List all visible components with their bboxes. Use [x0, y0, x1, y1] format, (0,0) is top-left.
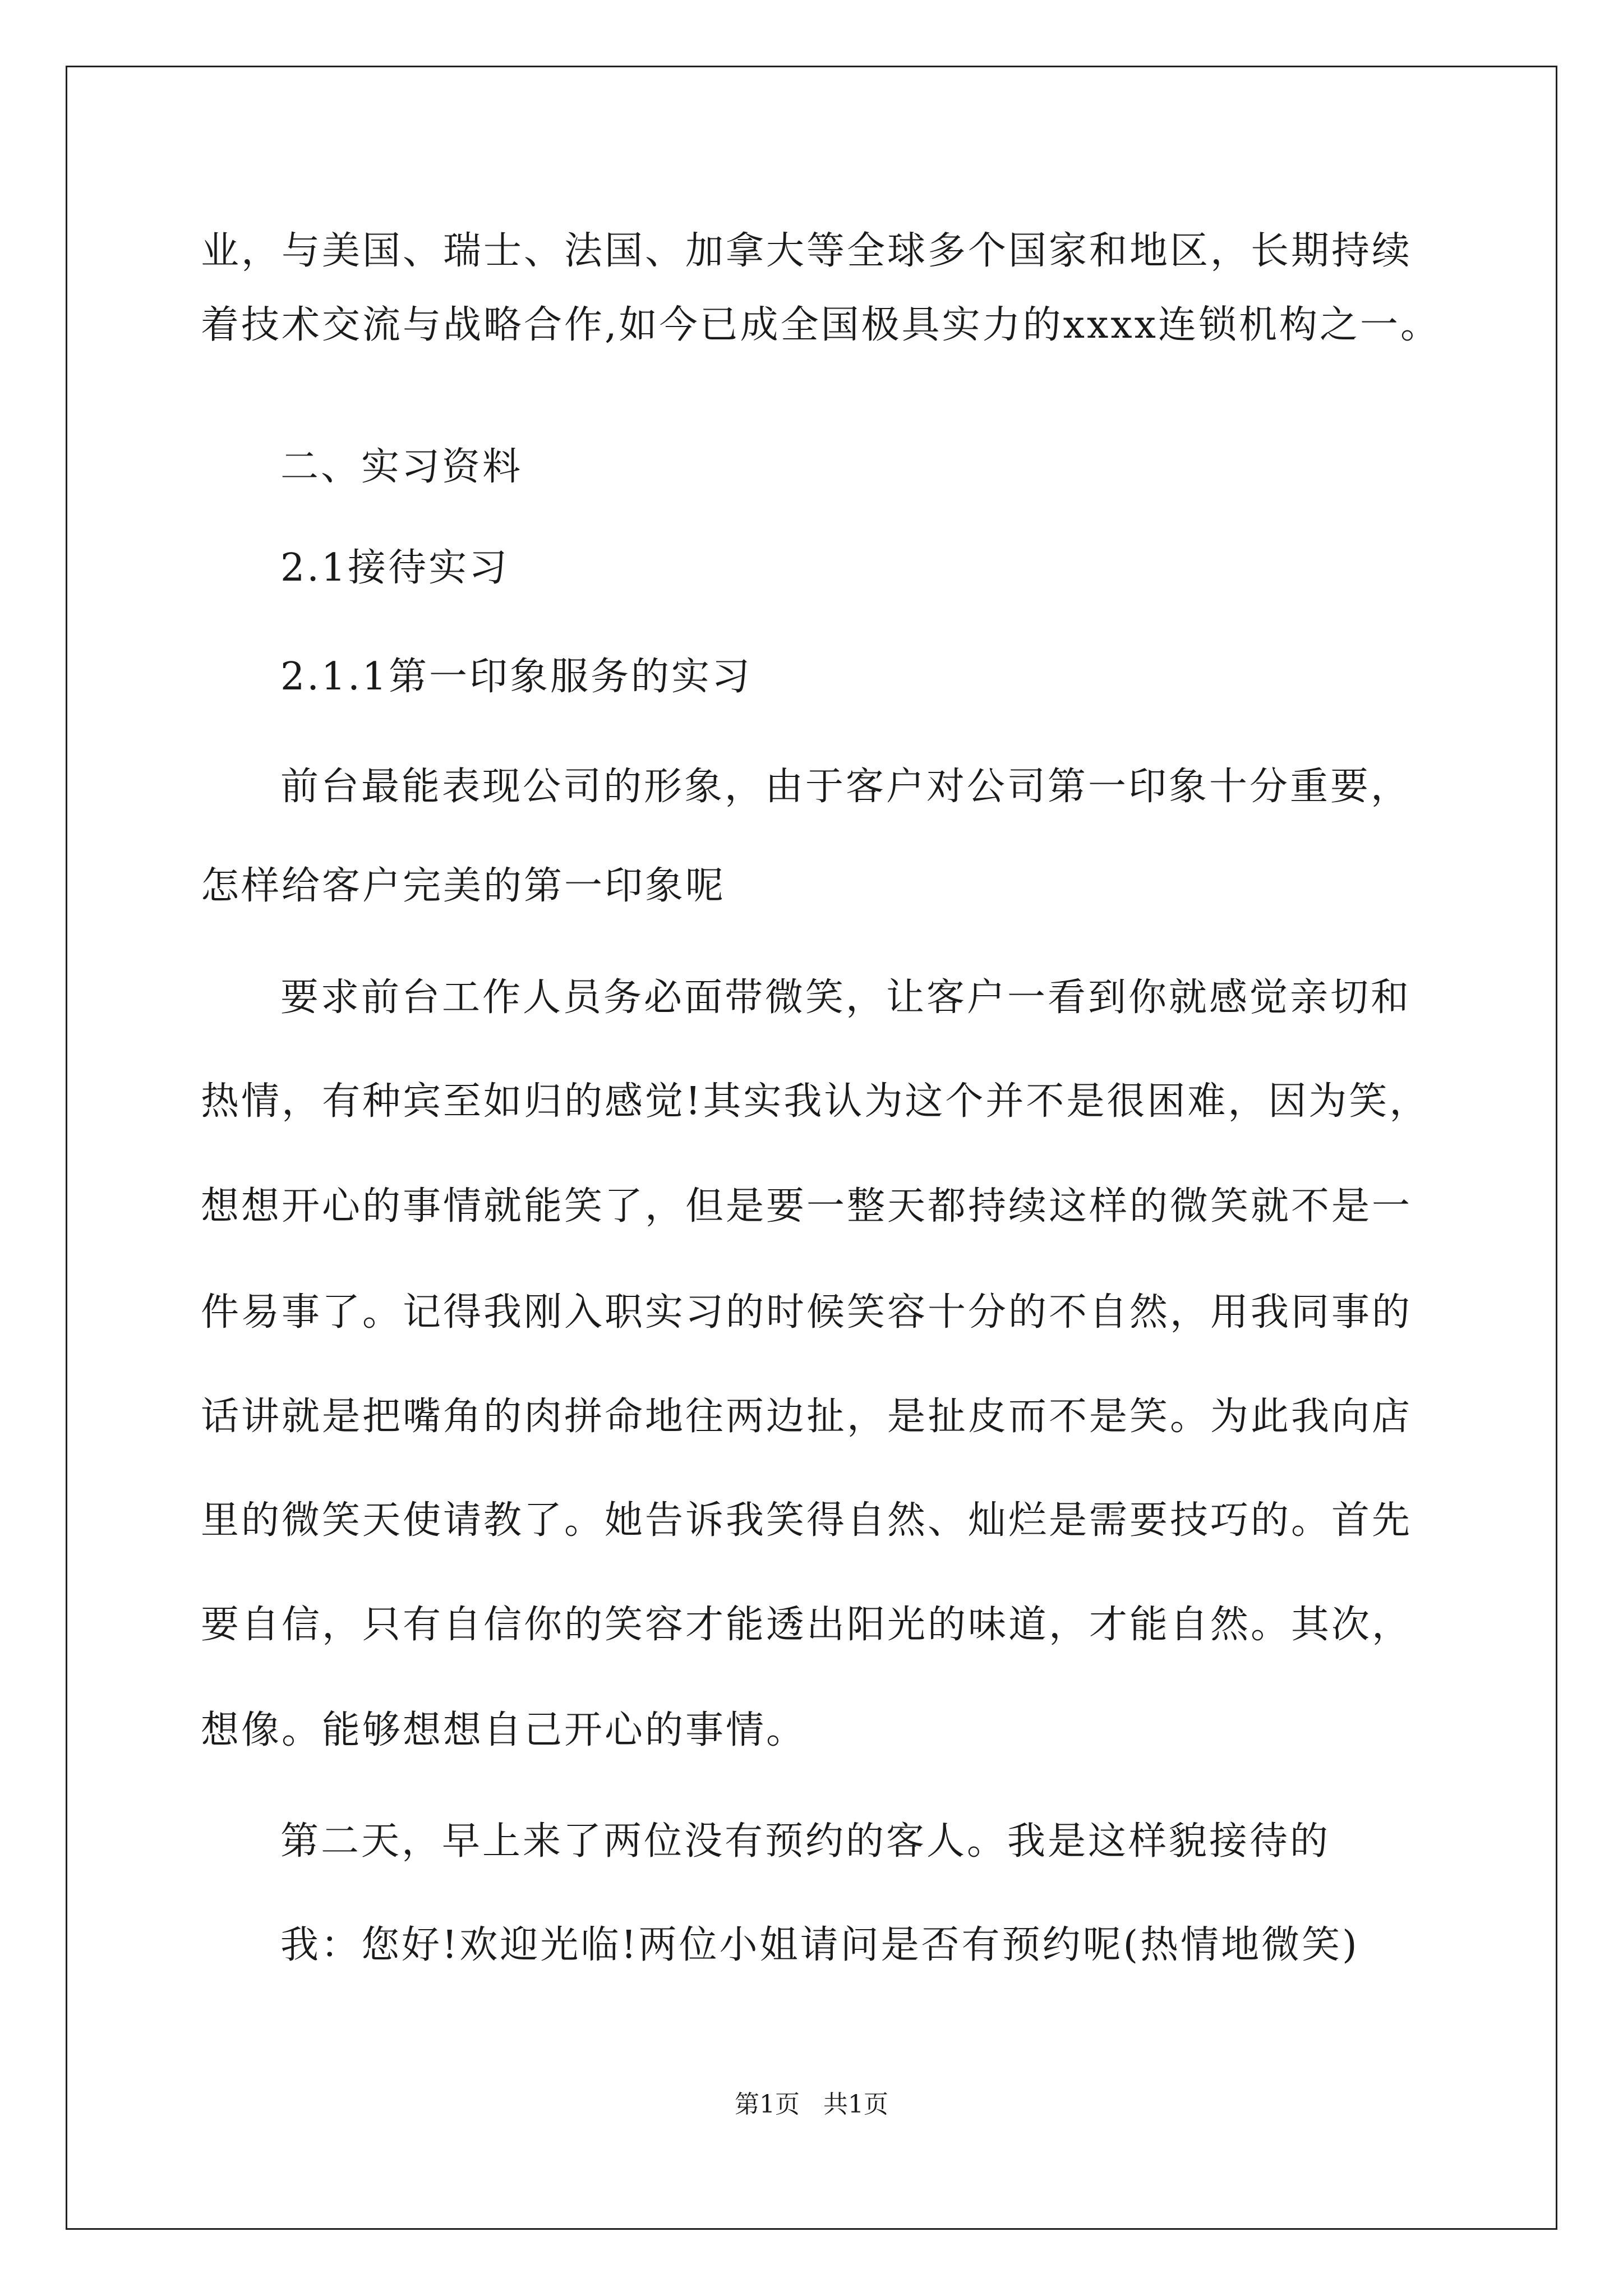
- paragraph-line: 要自信，只有自信你的笑容才能透出阳光的味道，才能自然。其次，: [201, 1603, 1413, 1647]
- paragraph-line: 里的微笑天使请教了。她告诉我笑得自然、灿烂是需要技巧的。首先: [201, 1498, 1413, 1543]
- paragraph-line: 热情，有种宾至如归的感觉!其实我认为这个并不是很困难，因为笑，: [201, 1079, 1430, 1124]
- paragraph-line: 想想开心的事情就能笑了，但是要一整天都持续这样的微笑就不是一: [201, 1184, 1413, 1228]
- subsection-heading: 2.1.1第一印象服务的实习: [280, 655, 753, 699]
- section-heading: 二、实习资料: [280, 445, 523, 489]
- paragraph-line: 第二天，早上来了两位没有预约的客人。我是这样貌接待的: [280, 1819, 1331, 1864]
- paragraph-line: 要求前台工作人员务必面带微笑，让客户一看到你就感觉亲切和: [280, 976, 1412, 1020]
- page-number-footer: 第1页 共1页: [735, 2090, 888, 2119]
- paragraph-line: 业，与美国、瑞士、法国、加拿大等全球多个国家和地区，长期持续: [201, 229, 1413, 273]
- page-border: [66, 66, 1557, 2230]
- paragraph-line: 我：您好!欢迎光临!两位小姐请问是否有预约呢(热情地微笑): [280, 1923, 1359, 1967]
- subsection-heading: 2.1接待实习: [280, 546, 510, 590]
- paragraph-line: 话讲就是把嘴角的肉拼命地往两边扯，是扯皮而不是笑。为此我向店: [201, 1395, 1413, 1439]
- paragraph-line: 前台最能表现公司的形象，由于客户对公司第一印象十分重要，: [280, 765, 1412, 809]
- paragraph-line: 件易事了。记得我刚入职实习的时候笑容十分的不自然，用我同事的: [201, 1290, 1413, 1335]
- paragraph-line: 着技术交流与战略合作,如今已成全国极具实力的xxxx连锁机构之一。: [201, 303, 1441, 347]
- paragraph-line: 想像。能够想想自己开心的事情。: [201, 1708, 807, 1752]
- paragraph-line: 怎样给客户完美的第一印象呢: [201, 864, 726, 908]
